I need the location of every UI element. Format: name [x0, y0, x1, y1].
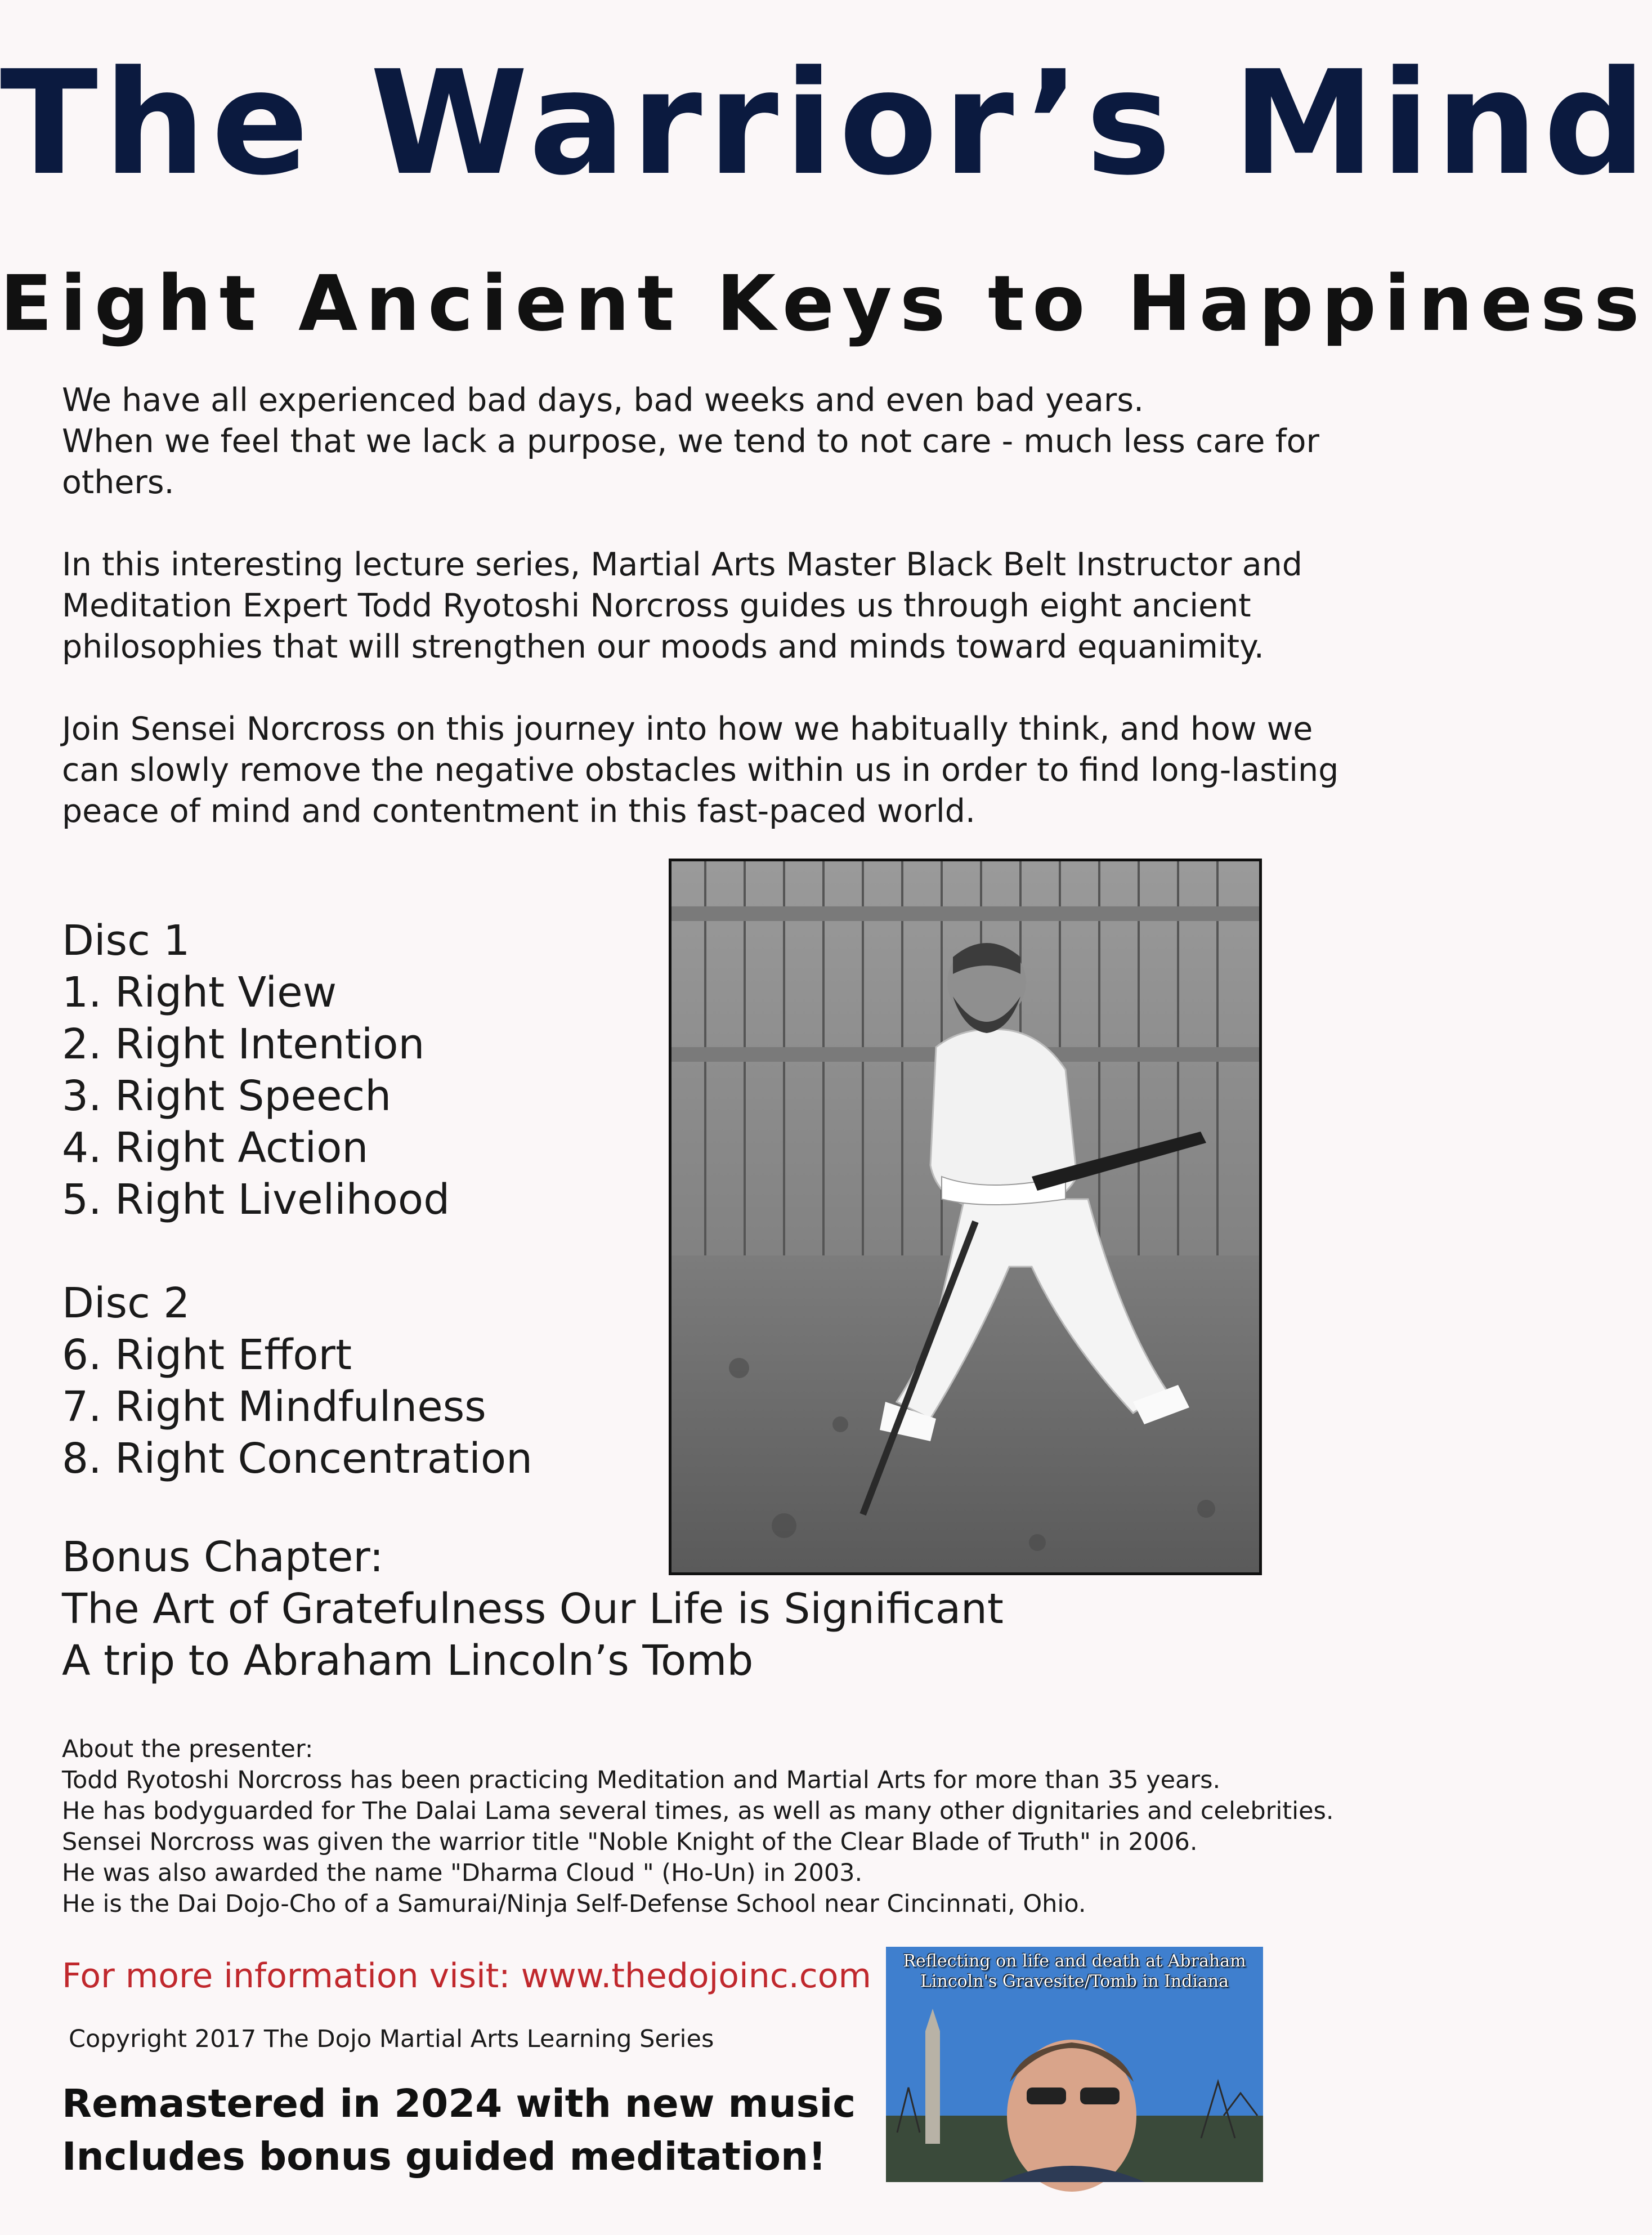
- about-line: About the presenter:: [62, 1735, 314, 1763]
- disc-label: Disc 2: [62, 1279, 190, 1327]
- lincoln-tomb-thumbnail: [886, 1947, 1263, 2182]
- intro-text: [62, 380, 1356, 873]
- intro-paragraph: We have all experienced bad days, bad weeks and even bad years. When we feel that we lack a purpose, we tend to not care - much less care for others.: [62, 382, 1319, 501]
- list-spacer: [62, 1226, 659, 1277]
- bonus-label: Bonus Chapter:: [62, 1533, 384, 1581]
- chapter-item: 1. Right View: [62, 968, 337, 1017]
- chapter-item: 8. Right Concentration: [62, 1434, 533, 1483]
- thumbnail-caption: Reflecting on life and death at Abraham Lincoln's Gravesite/Tomb in Indiana: [903, 1951, 1246, 1991]
- about-line: He is the Dai Dojo-Cho of a Samurai/Ninja Self-Defense School near Cincinnati, Ohio.: [62, 1890, 1086, 1918]
- intro-paragraph: In this interesting lecture series, Martial Arts Master Black Belt Instructor and Meditation Expert Todd Ryotoshi Norcross guides us through eight ancient philosophies that will strengthen our moods and minds toward equanimity.: [62, 546, 1302, 665]
- intro-paragraph: Join Sensei Norcross on this journey into how we habitually think, and how we can slowly remove the negative obstacles within us in order to find long-lasting peace of mind and contentment in this fast-paced world.: [62, 710, 1339, 830]
- martial-artist-photo: [669, 859, 1262, 1575]
- remaster-line: Remastered in 2024 with new music: [62, 2081, 856, 2126]
- chapter-item: 6. Right Effort: [62, 1331, 352, 1379]
- martial-artist-illustration: [671, 861, 1259, 1572]
- more-info-link[interactable]: For more information visit: www.thedojoinc.com: [62, 1956, 871, 1996]
- chapter-item: 4. Right Action: [62, 1124, 369, 1172]
- bonus-chapter: [62, 1531, 1131, 1687]
- chapter-item: 3. Right Speech: [62, 1072, 392, 1120]
- about-presenter: [62, 1734, 1373, 1920]
- chapter-item: 5. Right Livelihood: [62, 1175, 450, 1224]
- about-line: Sensei Norcross was given the warrior title "Noble Knight of the Clear Blade of Truth" in 2006.: [62, 1828, 1198, 1856]
- about-line: He has bodyguarded for The Dalai Lama several times, as well as many other dignitaries and celebrities.: [62, 1797, 1334, 1825]
- chapter-item: 7. Right Mindfulness: [62, 1383, 486, 1431]
- about-line: He was also awarded the name "Dharma Cloud " (Ho-Un) in 2003.: [62, 1859, 863, 1887]
- bonus-line: A trip to Abraham Lincoln’s Tomb: [62, 1637, 754, 1685]
- page-title: The Warrior’s Mind: [0, 40, 1652, 207]
- chapter-list: [62, 915, 659, 1485]
- copyright-text: Copyright 2017 The Dojo Martial Arts Learning Series: [69, 2025, 714, 2053]
- disc-label: Disc 1: [62, 917, 190, 965]
- page-subtitle: Eight Ancient Keys to Happiness: [0, 260, 1647, 348]
- chapter-item: 2. Right Intention: [62, 1020, 425, 1069]
- bonus-line: The Art of Gratefulness Our Life is Significant: [62, 1585, 1004, 1633]
- remaster-notice: [62, 2077, 878, 2183]
- about-line: Todd Ryotoshi Norcross has been practicing Meditation and Martial Arts for more than 35 years.: [62, 1766, 1221, 1794]
- remaster-line: Includes bonus guided meditation!: [62, 2134, 826, 2179]
